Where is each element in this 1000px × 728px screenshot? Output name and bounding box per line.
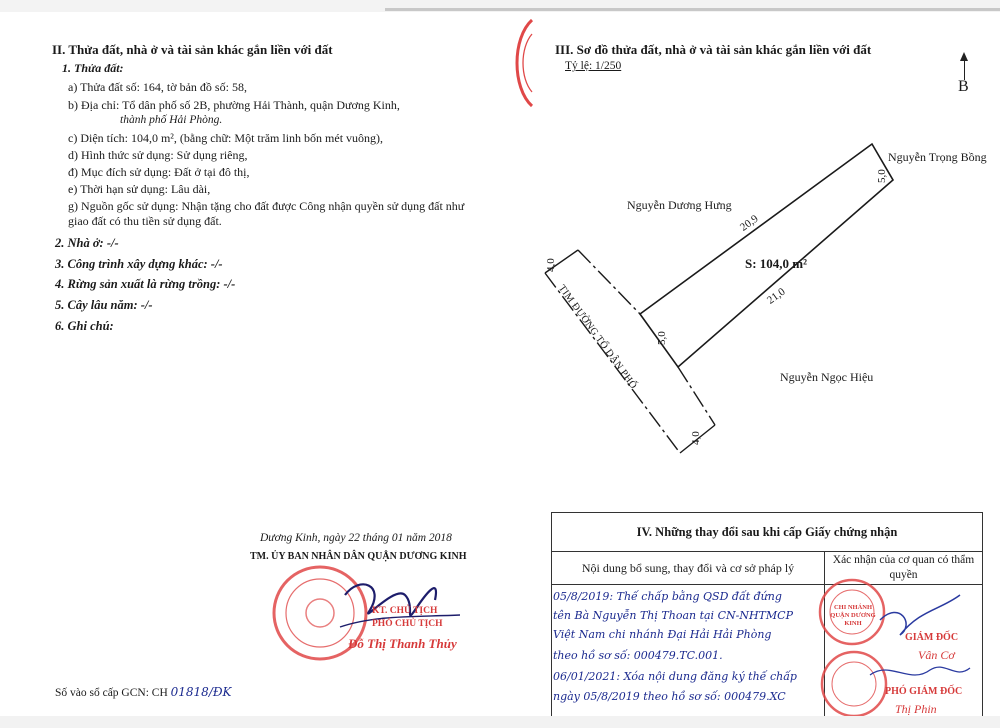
dim-road-bottom: 4,0: [690, 431, 702, 445]
neighbor-top-left: Nguyễn Dương Hưng: [627, 198, 732, 212]
scale-label: Tỷ lệ: 1/250: [565, 60, 622, 72]
heading-other-works: 3. Công trình xây dựng khác: -/-: [55, 257, 223, 271]
changes-col-content: Nội dung bổ sung, thay đổi và cơ sở pháp lý: [552, 552, 825, 585]
section-ii-title: II. Thửa đất, nhà ở và tài sản khác gắn liền với đất: [52, 42, 333, 57]
road-label: TIM ĐƯỜNG TỔ DÂN PHỐ: [556, 283, 639, 392]
heading-perennial: 5. Cây lâu năm: -/-: [55, 298, 153, 312]
director-label: GIÁM ĐỐC: [905, 632, 959, 643]
kt-chairman-label: KT. CHỦ TỊCH: [372, 606, 438, 616]
viewer-scroll-track[interactable]: [385, 8, 1000, 11]
dim-top-side: 20,9: [738, 212, 761, 234]
subsection-land-title: 1. Thửa đất:: [62, 61, 124, 75]
neighbor-top-right: Nguyễn Trọng Bồng: [888, 150, 987, 164]
dim-right-side: 5,0: [876, 169, 888, 183]
item-origin-cont: giao đất có thu tiền sử dụng đất.: [68, 214, 222, 228]
issuing-org-line: TM. ỦY BAN NHÂN DÂN QUẬN DƯƠNG KINH: [250, 551, 467, 562]
road-edge: [578, 250, 640, 314]
item-parcel: a) Thửa đất số: 164, tờ bản đồ số: 58,: [68, 80, 247, 94]
parcel-area-label: S: 104,0 m²: [745, 256, 808, 271]
dim-bottom-side: 21,0: [765, 285, 788, 307]
signer-name: Đỗ Thị Thanh Thủy: [348, 636, 457, 651]
dim-left-side: 5,0: [656, 331, 668, 345]
vice-chairman-label: PHÓ CHỦ TỊCH: [372, 619, 443, 629]
item-usage-purpose: đ) Mục đích sử dụng: Đất ở tại đô thị,: [68, 165, 250, 179]
heading-notes: 6. Ghi chú:: [55, 319, 114, 333]
deputy-signature-name: Thị Phin: [895, 702, 937, 716]
viewer-bottom-bar: [0, 716, 1000, 728]
heading-house: 2. Nhà ở: -/-: [55, 236, 119, 250]
item-origin: g) Nguồn gốc sử dụng: Nhận tặng cho đất được Công nhận quyền sử dụng đất như: [68, 199, 465, 213]
change-entry-3: Việt Nam chi nhánh Đại Hải Hải Phòng: [553, 628, 772, 641]
change-entry-5: 06/01/2021: Xóa nội dung đăng ký thế chấp: [553, 670, 797, 683]
branch-seal-text: CHI NHÁNH QUẬN DƯƠNG KINH: [830, 604, 876, 627]
road-edge-lower: [678, 367, 715, 425]
change-entry-1: 05/8/2019: Thế chấp bằng QSD đất đứng: [553, 590, 782, 603]
registry-number: 01818/ĐK: [170, 685, 232, 699]
changes-col-confirm: Xác nhận của cơ quan có thẩm quyền: [825, 552, 983, 585]
handwritten-signatures: [860, 590, 980, 700]
change-entry-2: tên Bà Nguyễn Thị Thoan tại CN-NHTMCP: [553, 609, 793, 622]
section-iii-title: III. Sơ đồ thửa đất, nhà ở và tài sản khác gắn liền với đất: [555, 42, 872, 57]
item-address: b) Địa chỉ: Tổ dân phố số 2B, phường Hải Thành, quận Dương Kinh,: [68, 98, 400, 112]
changes-title: IV. Những thay đổi sau khi cấp Giấy chứng nhận: [552, 513, 983, 552]
heading-forest: 4. Rừng sản xuất là rừng trồng: -/-: [55, 277, 236, 291]
neighbor-bottom: Nguyễn Ngọc Hiệu: [780, 370, 874, 384]
change-entry-4: theo hồ sơ số: 000479.TC.001.: [553, 649, 723, 662]
north-arrow-shaft: [964, 58, 965, 80]
item-usage-term: e) Thời hạn sử dụng: Lâu dài,: [68, 182, 211, 196]
seal-fragment-top: [508, 18, 534, 108]
issue-date-line: Dương Kinh, ngày 22 tháng 01 năm 2018: [260, 532, 452, 544]
change-entry-6: ngày 05/8/2019 theo hồ sơ số: 000479.XC: [553, 690, 786, 703]
item-area: c) Diện tích: 104,0 m², (bằng chữ: Một trăm linh bốn mét vuông),: [68, 131, 384, 145]
dim-road-top: 4,0: [545, 258, 557, 272]
director-signature-name: Vân Cơ: [918, 648, 955, 662]
item-address-city: thành phố Hải Phòng.: [120, 114, 223, 126]
north-label: B: [958, 78, 969, 95]
deputy-director-label: PHÓ GIÁM ĐỐC: [885, 686, 963, 697]
registry-label: Số vào sổ cấp GCN: CH: [55, 687, 168, 699]
registry-line: [55, 685, 232, 699]
item-usage-form: d) Hình thức sử dụng: Sử dụng riêng,: [68, 148, 248, 162]
